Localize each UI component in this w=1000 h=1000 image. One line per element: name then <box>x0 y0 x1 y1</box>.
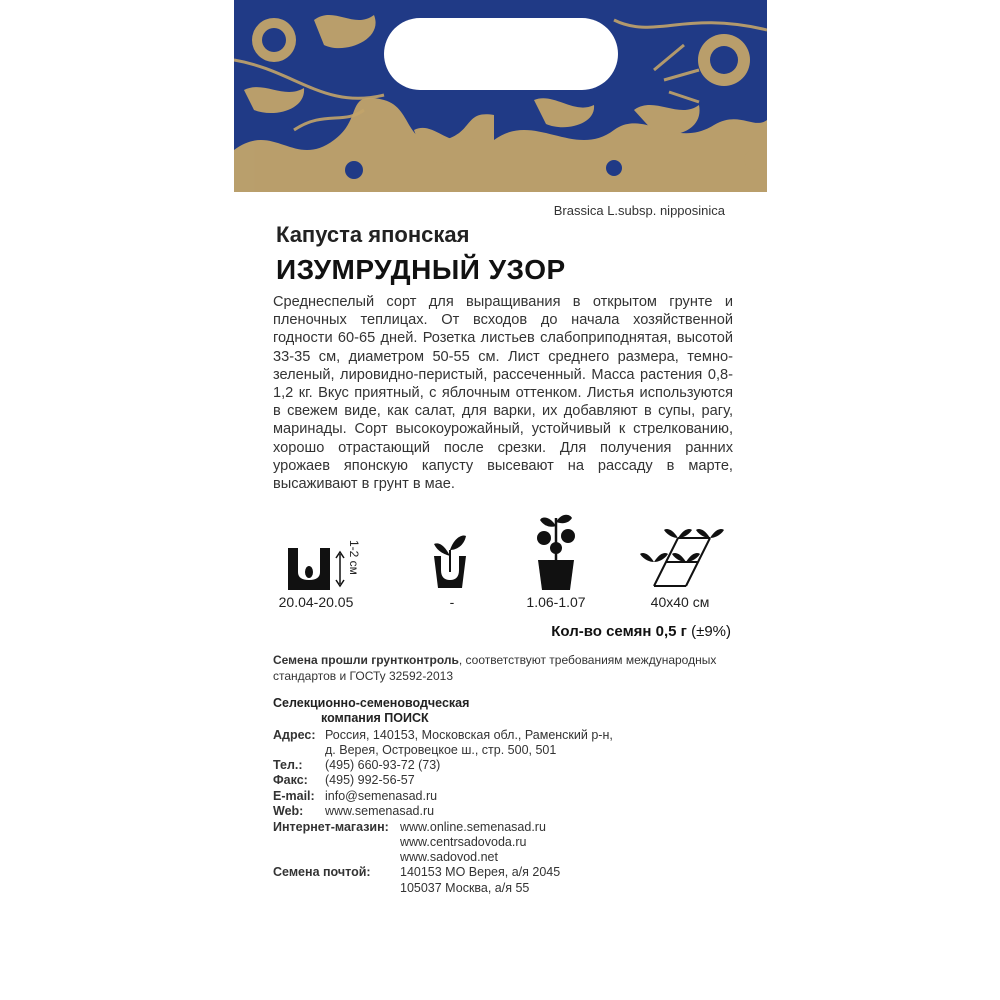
contact-fax <box>273 773 415 788</box>
certification-note <box>273 652 753 684</box>
seed-quantity-tolerance: (±9%) <box>691 623 731 640</box>
shop-2: www.centrsadovoda.ru <box>400 835 527 849</box>
decorative-banner <box>234 0 767 192</box>
latin-name: Brassica L.subsp. nipposinica <box>553 203 725 218</box>
company-line-2: компания ПОИСК <box>321 711 429 725</box>
fax-value: (495) 992-56-57 <box>325 773 415 787</box>
variety-description: Среднеспелый сорт для выращивания в открытом грунте и пленочных теплицах. От всходов до начала хозяйственной годности 60-65 дней. Розетка листьев слабоприподнятая, высотой 33-35 см, диаметром 50-55 см. Лист среднего размера, темно-зеленый, лировидно-перистый, рассеченный. Масса растения 0,8-1,2 кг. Вкус приятный, с яблочным оттенком. Листья используются в свежем виде, как салат, для варки, их добавляют в супы, рагу, маринады. Сорт высокоурожайный, устойчивый к стрелкованию, хорошо отрастающий после срезки. Для получения ранних урожаев японскую капусту высевают на рассаду в марте, высаживают в грунт в мае. <box>273 294 733 493</box>
contact-address <box>273 728 613 757</box>
contact-email <box>273 789 438 804</box>
contact-shops <box>273 820 546 864</box>
planting-scheme-label: 40x40 см <box>650 594 710 610</box>
sowing-depth-label: 1-2 см <box>347 540 361 575</box>
certification-rest: , соответствуют требованиям международных стандартов и ГОСТу 32592-2013 <box>273 653 717 683</box>
email-label: E-mail: <box>273 789 315 803</box>
shop-1: www.online.semenasad.ru <box>400 820 546 834</box>
certification-bold: Семена прошли грунтконтроль <box>273 653 459 667</box>
seed-quantity <box>551 623 731 640</box>
sowing-depth-block <box>288 540 368 590</box>
web-value: www.semenasad.ru <box>325 804 435 818</box>
fax-label: Факс: <box>273 773 308 787</box>
seedling-pot-icon <box>432 526 468 590</box>
harvest-plant-block <box>534 512 578 590</box>
mail-line-2: 105037 Москва, а/я 55 <box>400 881 530 895</box>
harvest-plant-icon <box>534 512 578 590</box>
contact-mail-order <box>273 865 561 895</box>
planting-scheme-block <box>638 520 726 590</box>
web-label: Web: <box>273 804 304 818</box>
harvest-period: 1.06-1.07 <box>526 594 586 610</box>
shop-3: www.sadovod.net <box>400 850 498 864</box>
seed-quantity-label: Кол-во семян 0,5 г <box>551 623 687 640</box>
hang-hole <box>384 18 618 90</box>
company-name <box>273 696 469 726</box>
planting-scheme-icon <box>638 520 726 590</box>
variety-title: ИЗУМРУДНЫЙ УЗОР <box>276 254 566 285</box>
email-value: info@semenasad.ru <box>325 789 438 803</box>
contact-phone <box>273 758 441 773</box>
address-label: Адрес: <box>273 728 316 742</box>
company-line-1: Селекционно-семеноводческая <box>273 696 470 710</box>
mail-line-1: 140153 МО Верея, а/я 2045 <box>400 865 561 879</box>
phone-value: (495) 660-93-72 (73) <box>325 758 441 772</box>
sowing-period: 20.04-20.05 <box>278 594 354 610</box>
address-line-1: Россия, 140153, Московская обл., Раменский р-н, <box>325 728 613 742</box>
mail-label: Семена почтой: <box>273 865 371 879</box>
seedling-pot-block <box>432 526 468 590</box>
seedling-period: - <box>449 594 455 610</box>
crop-name: Капуста японская <box>276 222 470 247</box>
phone-label: Тел.: <box>273 758 303 772</box>
seed-packet-back <box>234 0 767 1000</box>
contact-web <box>273 804 435 819</box>
shop-label: Интернет-магазин: <box>273 820 389 834</box>
address-line-2: д. Верея, Островецкое ш., стр. 500, 501 <box>325 743 557 757</box>
